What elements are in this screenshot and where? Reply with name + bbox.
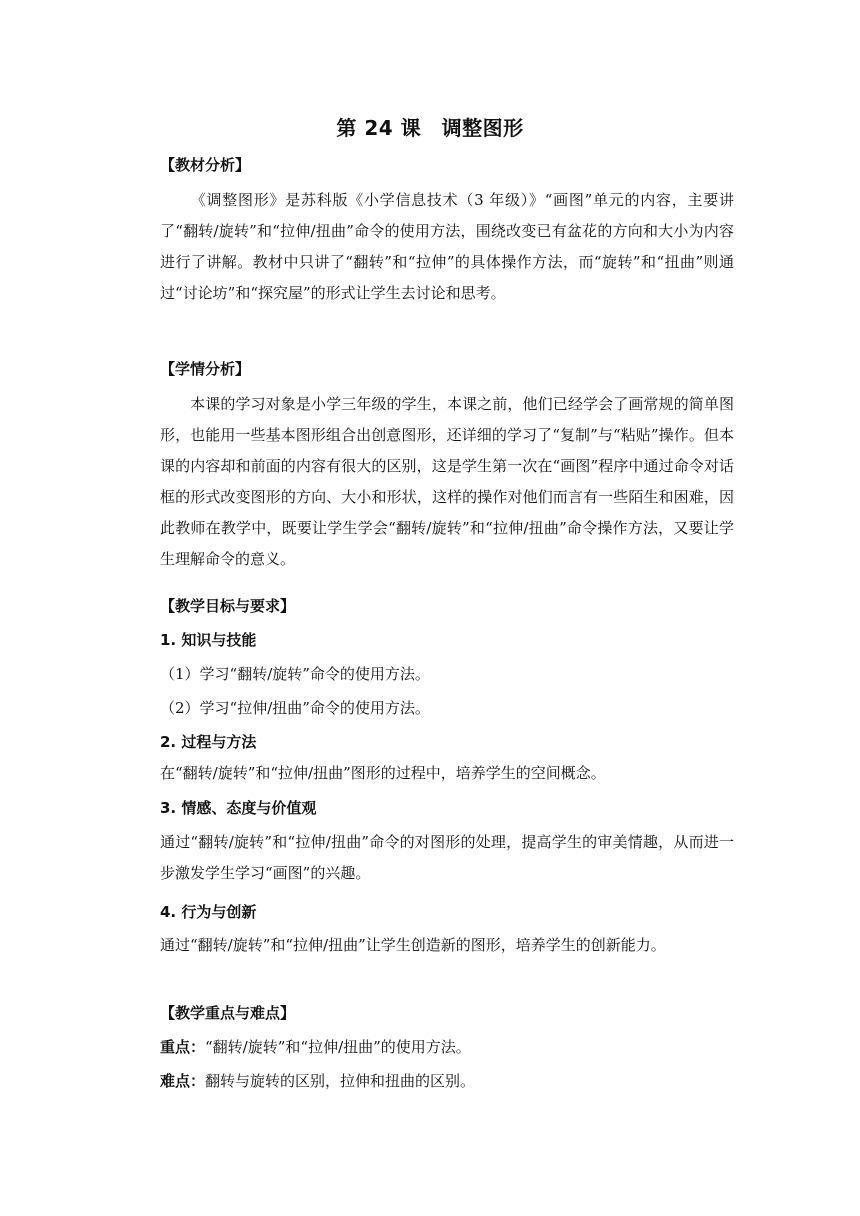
key-point-text: “翻转/旋转”和“拉伸/扭曲”的使用方法。 (205, 1038, 471, 1056)
section-heading-material: 【教材分析】 (160, 156, 251, 174)
key-point-label: 重点： (160, 1038, 206, 1056)
goal-item-1 (160, 629, 734, 651)
goal-item-1-line-1: （1）学习“翻转/旋转”命令的使用方法。 (160, 665, 430, 683)
material-paragraph-text: 《调整图形》是苏科版《小学信息技术（3 年级）》“画图”单元的内容，主要讲了“翻转/旋转”和“拉伸/扭曲”命令的使用方法，围绕改变已有盆花的方向和大小为内容进行了讲解。教材中只讲了“翻转”和“拉伸”的具体操作方法，而“旋转”和“扭曲”则通过“讨论坊”和“探究屋”的形式让学生去讨论和思考。 (160, 191, 734, 302)
learners-paragraph-text: 本课的学习对象是小学三年级的学生，本课之前，他们已经学会了画常规的简单图形，也能用一些基本图形组合出创意图形，还详细的学习了“复制”与“粘贴”操作。但本课的内容却和前面的内容有很大的区别，这是学生第一次在“画图”程序中通过命令对话框的形式改变图形的方向、大小和形状，这样的操作对他们而言有一些陌生和困难，因此教师在教学中，既要让学生学会“翻转/旋转”和“拉伸/扭曲”命令操作方法，又要让学生理解命令的意义。 (160, 395, 734, 568)
key-point (160, 1036, 734, 1058)
material-paragraph (160, 185, 734, 309)
section-heading-goals: 【教学目标与要求】 (160, 597, 296, 615)
goal-item-3-body (160, 827, 734, 889)
goal-item-3-paragraph: 通过“翻转/旋转”和“拉伸/扭曲”命令的对图形的处理，提高学生的审美情趣，从而进一步激发学生学习“画图”的兴趣。 (160, 833, 734, 882)
section-goals-heading-wrap (160, 595, 734, 617)
goal-item-1-line-2-wrap (160, 697, 734, 719)
goal-item-2-body (160, 758, 734, 789)
goal-item-1-line-2: （2）学习“拉伸/扭曲”命令的使用方法。 (160, 699, 430, 717)
difficult-point-text: 翻转与旋转的区别，拉伸和扭曲的区别。 (205, 1072, 476, 1090)
goal-item-4 (160, 901, 734, 923)
section-heading-keypoints: 【教学重点与难点】 (160, 1004, 296, 1022)
goal-item-2 (160, 731, 734, 753)
goal-item-3-heading: 3. 情感、态度与价值观 (160, 799, 317, 817)
section-learners-heading-wrap (160, 358, 734, 380)
goal-item-2-heading: 2. 过程与方法 (160, 733, 257, 751)
goal-item-2-paragraph: 在“翻转/旋转”和“拉伸/扭曲”图形的过程中，培养学生的空间概念。 (160, 764, 606, 782)
difficult-point (160, 1070, 734, 1092)
section-material-heading-wrap (160, 154, 734, 176)
section-heading-learners: 【学情分析】 (160, 360, 251, 378)
page-title: 第 24 课 调整图形 (336, 116, 524, 140)
keypoints-key-line (160, 1036, 734, 1058)
goal-item-4-paragraph: 通过“翻转/旋转”和“拉伸/扭曲”让学生创造新的图形，培养学生的创新能力。 (160, 936, 666, 954)
goal-item-1-heading: 1. 知识与技能 (160, 631, 257, 649)
keypoints-difficult-line (160, 1070, 734, 1092)
section-learners (160, 389, 734, 575)
learners-paragraph (160, 389, 734, 575)
difficult-point-label: 难点： (160, 1072, 206, 1090)
goal-item-4-body (160, 930, 734, 961)
goal-item-3 (160, 797, 734, 819)
goal-item-4-heading: 4. 行为与创新 (160, 903, 257, 921)
section-keypoints-heading-wrap (160, 1002, 734, 1024)
section-material (160, 185, 734, 309)
goal-item-1-line-1-wrap (160, 663, 734, 685)
